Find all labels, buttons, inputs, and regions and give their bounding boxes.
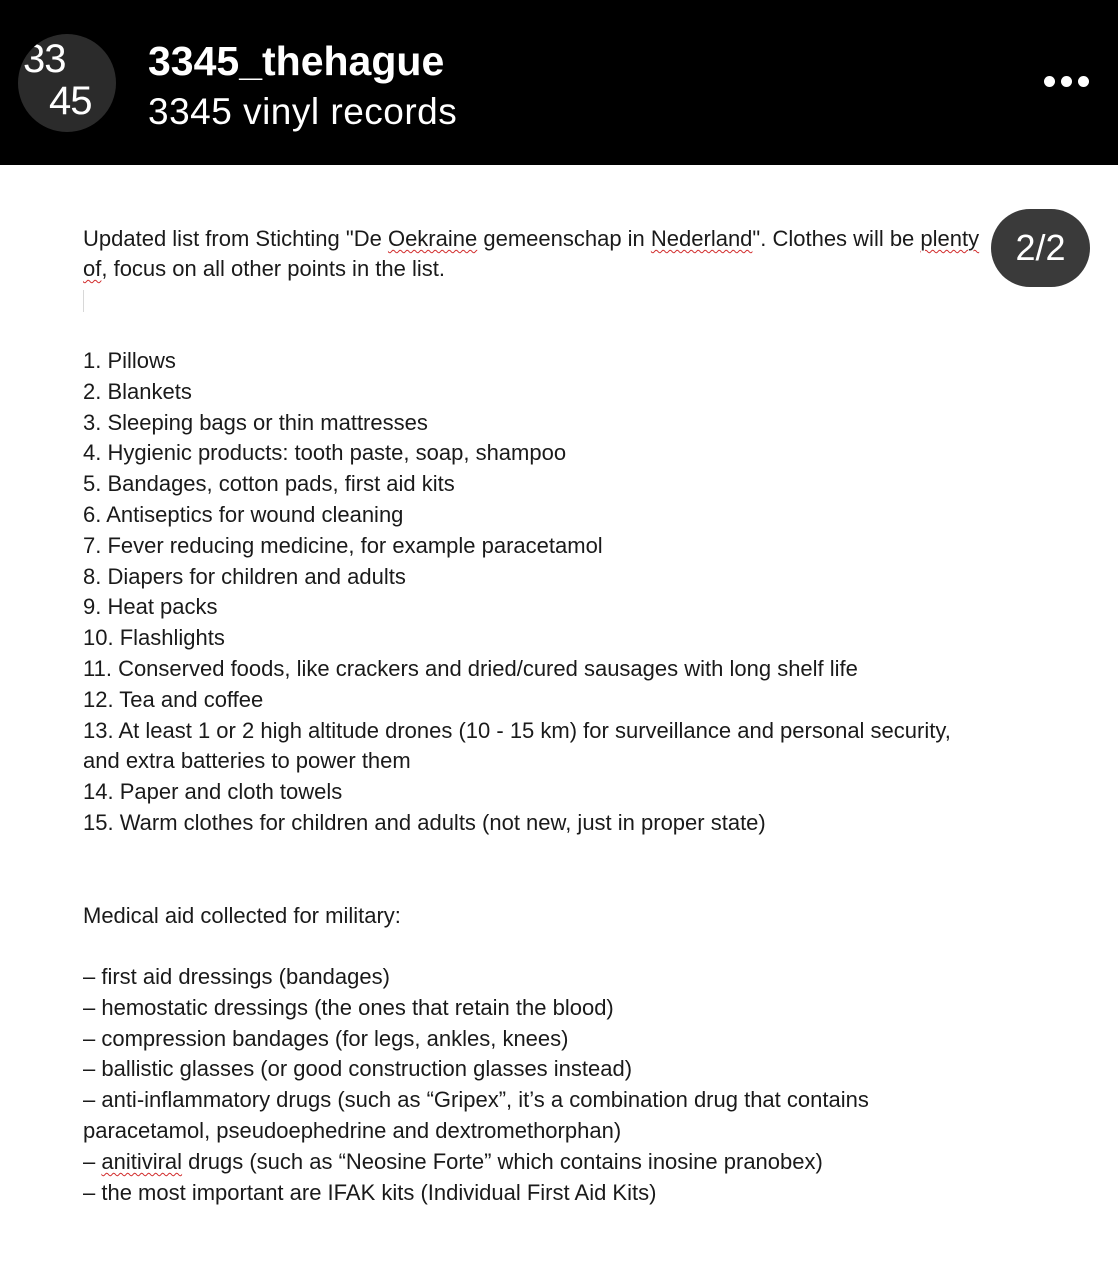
avatar[interactable]	[18, 34, 116, 132]
text-cursor	[83, 290, 84, 312]
list-item: – hemostatic dressings (the ones that retain the blood)	[83, 994, 614, 1020]
list-item: – anti-inflammatory drugs (such as “Gripex”, it’s a combination drug that contains	[83, 1087, 869, 1113]
list-item: 1. Pillows	[83, 348, 176, 373]
more-horizontal-icon	[1044, 76, 1055, 87]
list-item: 14. Paper and cloth towels	[83, 779, 343, 805]
list-item: – ballistic glasses (or good construction glasses instead)	[83, 1056, 633, 1082]
avatar-text-bottom: 45	[49, 79, 92, 123]
list-item: 13. At least 1 or 2 high altitude drones (10 - 15 km) for surveillance and personal security,	[83, 717, 951, 743]
medical-aid-list	[83, 962, 869, 1208]
spellcheck-word: Nederland	[650, 226, 753, 251]
donation-list	[83, 346, 951, 839]
list-item: – anitiviral drugs (such as “Neosine Forte” which contains inosine pranobex)	[83, 1148, 823, 1174]
medical-aid-heading: Medical aid collected for military:	[83, 903, 401, 928]
list-item: 2. Blankets	[83, 378, 192, 404]
spellcheck-word: Oekraine	[387, 226, 478, 251]
list-item: – first aid dressings (bandages)	[83, 964, 390, 989]
list-item: 12. Tea and coffee	[83, 686, 264, 712]
intro-paragraph: Updated list from Stichting "De Oekraine gemeenschap in Nederland". Clothes will be plenty of, focus on all other points in the list.	[83, 226, 980, 281]
more-options-button[interactable]	[1036, 64, 1098, 100]
carousel-page-counter: 2/2	[991, 209, 1090, 287]
list-item: 7. Fever reducing medicine, for example paracetamol	[83, 532, 603, 558]
account-subtitle: 3345 vinyl records	[148, 91, 458, 132]
list-item: 6. Antiseptics for wound cleaning	[83, 501, 404, 527]
document-image	[83, 224, 1023, 1205]
list-item: 4. Hygienic products: tooth paste, soap, shampoo	[83, 440, 567, 466]
list-item: 8. Diapers for children and adults	[83, 563, 406, 589]
list-item: 15. Warm clothes for children and adults (not new, just in proper state)	[83, 809, 766, 835]
list-item: 11. Conserved foods, like crackers and dried/cured sausages with long shelf life	[83, 655, 858, 681]
spellcheck-word: plenty	[920, 226, 980, 251]
spellcheck-word: of	[83, 256, 102, 281]
list-item: – compression bandages (for legs, ankles, knees)	[83, 1025, 569, 1051]
avatar-text-top: 33	[23, 37, 66, 81]
list-item: – the most important are IFAK kits (Individual First Aid Kits)	[83, 1179, 657, 1205]
list-item: 5. Bandages, cotton pads, first aid kits	[83, 471, 455, 497]
list-item: and extra batteries to power them	[83, 748, 411, 774]
list-item: 3. Sleeping bags or thin mattresses	[83, 409, 428, 435]
list-item: 10. Flashlights	[83, 625, 225, 651]
post-header	[0, 0, 1118, 165]
spellcheck-word: anitiviral	[101, 1148, 183, 1174]
account-username[interactable]: 3345_thehague	[148, 38, 445, 84]
list-item: paracetamol, pseudoephedrine and dextromethorphan)	[83, 1117, 622, 1143]
list-item: 9. Heat packs	[83, 594, 218, 620]
